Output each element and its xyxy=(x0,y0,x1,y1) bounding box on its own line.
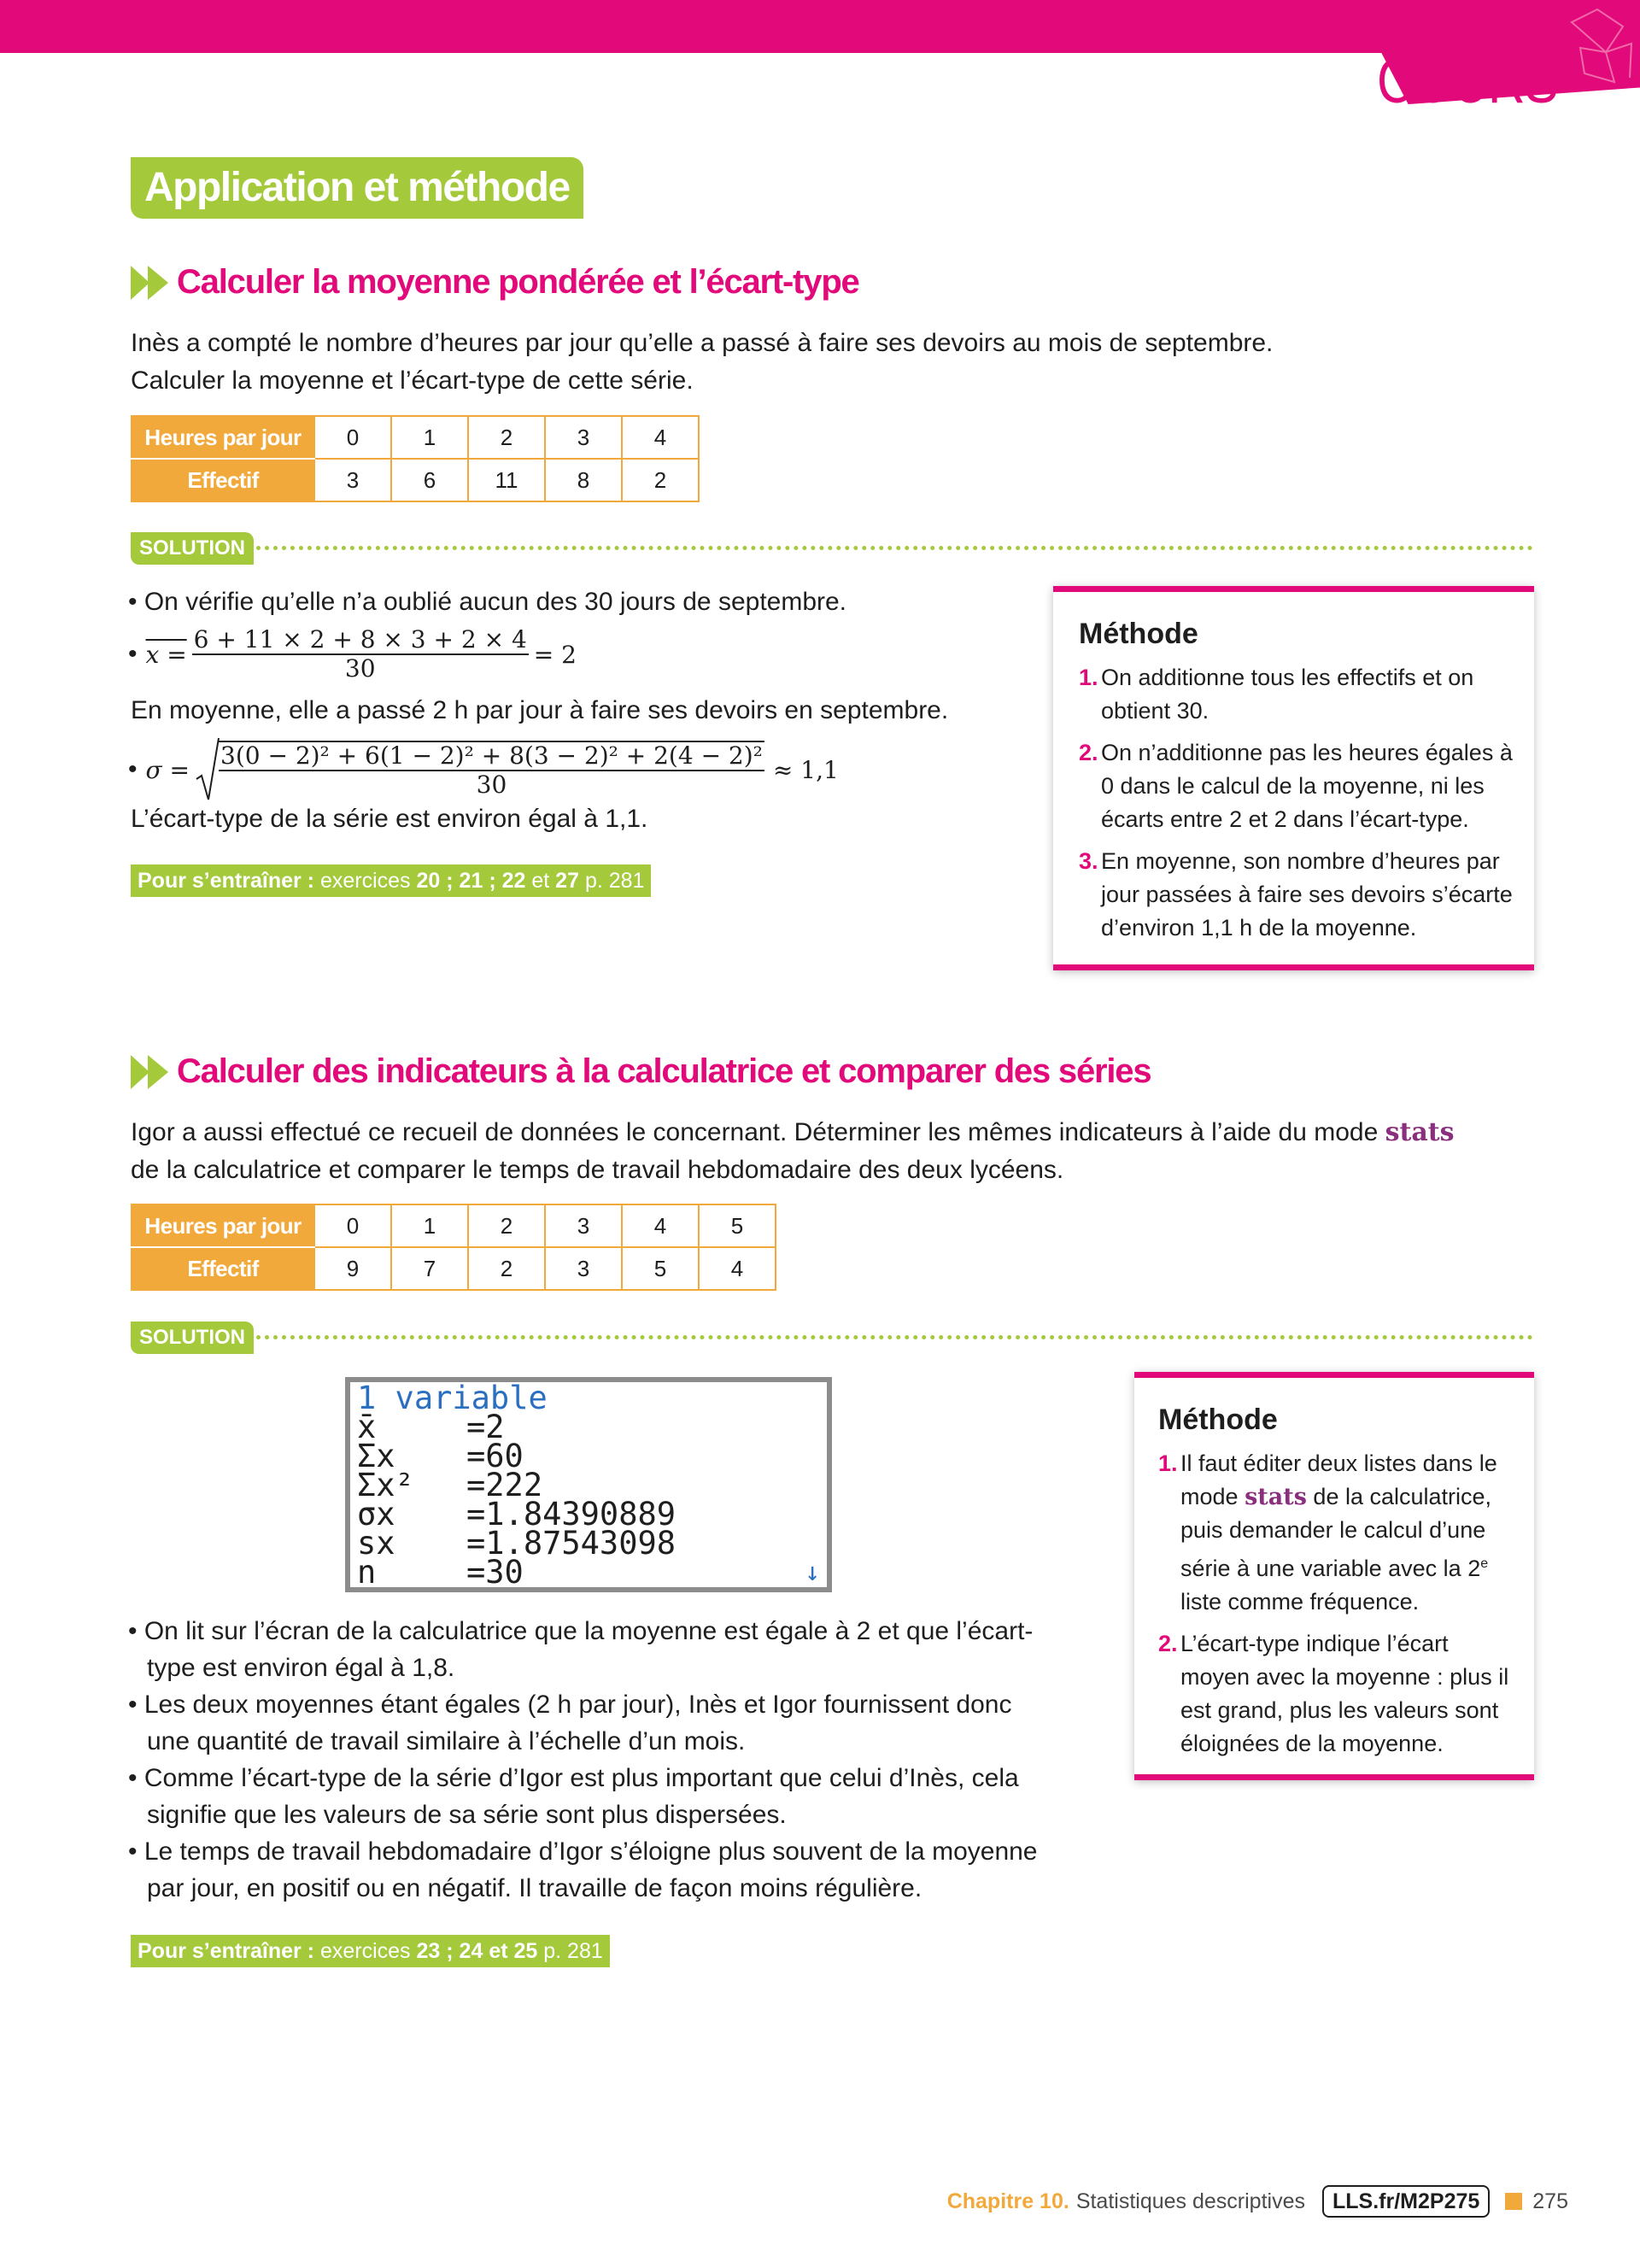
section-badge: Application et méthode xyxy=(131,157,583,219)
bullet-text: Les deux moyennes étant égales (2 h par jour), Inès et Igor fournissent donc xyxy=(144,1691,1012,1719)
bullet-text: Le temps de travail hebdomadaire d’Igor s’éloigne plus souvent de la moyenne xyxy=(144,1837,1038,1866)
section1-intro-line1: Inès a compté le nombre d’heures par jour qu’elle a passé à faire ses devoirs au mois de septembre. xyxy=(131,329,1274,357)
methode-title: Méthode xyxy=(1158,1404,1278,1436)
mean-result: = 2 xyxy=(533,640,577,669)
square-root-icon xyxy=(195,736,220,803)
list-text: de la calculatrice, puis demander le calcul d’une série à une variable avec la 2 xyxy=(1180,1484,1492,1581)
calc-label: σx xyxy=(357,1496,395,1533)
list-item xyxy=(1079,845,1514,945)
table-row xyxy=(132,1247,776,1290)
list-number: 1. xyxy=(1158,1450,1178,1476)
table-cell: 1 xyxy=(391,1204,468,1247)
bullet-item: • On vérifie qu’elle n’a oublié aucun des 30 jours de septembre. xyxy=(128,588,847,616)
exercise-link[interactable]: 20 xyxy=(416,869,441,893)
chapter-title: Statistiques descriptives xyxy=(1075,2189,1305,2213)
cours-label: COURS xyxy=(1377,45,1557,116)
bullet-dot: • xyxy=(128,640,138,668)
list-item xyxy=(1079,736,1514,836)
stats-keyword: stats xyxy=(1385,1117,1455,1147)
mean-formula xyxy=(128,626,577,683)
table-cell: 2 xyxy=(468,1204,545,1247)
bullet-item: • Le temps de travail hebdomadaire d’Igor s’éloigne plus souvent de la moyenne xyxy=(128,1837,1038,1866)
calc-title: 1 variable xyxy=(357,1380,548,1416)
section1-title xyxy=(131,263,859,302)
solution-badge: SOLUTION xyxy=(131,1322,254,1354)
section2-table xyxy=(131,1204,776,1291)
methode-list xyxy=(1079,661,1514,945)
dotted-divider xyxy=(256,1335,1533,1339)
table-cell: 4 xyxy=(622,1204,699,1247)
section2-intro xyxy=(131,1114,1549,1189)
sigma-formula xyxy=(128,736,839,803)
sigma-fraction xyxy=(219,741,764,799)
table-cell: 3 xyxy=(314,459,391,501)
table-cell: 4 xyxy=(622,416,699,459)
table-cell: 9 xyxy=(314,1247,391,1290)
mean-fraction xyxy=(192,626,529,683)
separator: ; xyxy=(446,1939,454,1963)
list-item xyxy=(1158,1447,1515,1619)
bullet-item: • Les deux moyennes étant égales (2 h par jour), Inès et Igor fournissent donc xyxy=(128,1691,1012,1719)
practice-and: et xyxy=(489,1939,508,1963)
page-footer xyxy=(947,2185,1568,2218)
dotted-divider xyxy=(256,546,1533,550)
calc-row xyxy=(357,1438,820,1474)
table-cell: 5 xyxy=(622,1247,699,1290)
calc-label: Σx xyxy=(357,1438,395,1474)
table-header-hours: Heures par jour xyxy=(132,1204,314,1247)
calc-label: n xyxy=(357,1554,377,1591)
mean-lhs: x = xyxy=(145,640,187,669)
table-cell: 4 xyxy=(699,1247,776,1290)
scroll-down-icon: ↓ xyxy=(804,1557,820,1587)
exercise-link[interactable]: 27 xyxy=(555,869,579,893)
calc-row xyxy=(357,1554,820,1591)
methode-box-2 xyxy=(1134,1372,1534,1780)
section1-intro xyxy=(131,325,1532,400)
list-text: On n’additionne pas les heures égales à 0 dans le calcul de la moyenne, ni les écarts entre 2 et 2 dans l’écart-type. xyxy=(1101,740,1513,832)
section2-intro-line1 xyxy=(131,1114,1549,1152)
superscript: e xyxy=(1480,1556,1489,1571)
exercise-link[interactable]: 22 xyxy=(501,869,526,893)
page-number: 275 xyxy=(1532,2189,1568,2213)
table-cell: 0 xyxy=(314,1204,391,1247)
practice-banner-2 xyxy=(131,1935,610,1967)
section2-title xyxy=(131,1052,1151,1091)
table-header-effectif: Effectif xyxy=(132,459,314,501)
sigma-numerator: 3(0 − 2)² + 6(1 − 2)² + 8(3 − 2)² + 2(4 − 2)² xyxy=(220,741,763,770)
calc-value: =2 xyxy=(466,1409,505,1445)
table-cell: 5 xyxy=(699,1204,776,1247)
chapter-number: Chapitre 10. xyxy=(946,2189,1069,2213)
section1-title-text: Calculer la moyenne pondérée et l’écart-type xyxy=(177,263,859,301)
list-text: On additionne tous les effectifs et on obtient 30. xyxy=(1101,665,1474,724)
bullet-continuation: une quantité de travail similaire à l’échelle d’un mois. xyxy=(147,1727,746,1755)
bullet-continuation: par jour, en positif ou en négatif. Il travaille de façon moins régulière. xyxy=(147,1874,922,1902)
bullet-text: On vérifie qu’elle n’a oublié aucun des 30 jours de septembre. xyxy=(144,588,847,616)
section1-solution xyxy=(128,583,1025,620)
calc-value: =222 xyxy=(466,1467,543,1503)
section1-table xyxy=(131,415,700,502)
table-cell: 2 xyxy=(468,1247,545,1290)
practice-label: Pour s’entraîner : xyxy=(138,1939,314,1963)
practice-word: exercices xyxy=(319,869,411,893)
square-marker-icon xyxy=(1505,2193,1522,2210)
methode-title: Méthode xyxy=(1079,618,1198,650)
exercise-link[interactable]: 21 xyxy=(459,869,483,893)
calc-label: x̄ xyxy=(357,1409,377,1445)
exercise-link[interactable]: 25 xyxy=(513,1939,538,1963)
practice-word: exercices xyxy=(319,1939,411,1963)
double-arrow-icon xyxy=(131,264,170,302)
section2-solution xyxy=(128,1613,1093,1907)
practice-label: Pour s’entraîner : xyxy=(138,869,314,893)
intro-text: Igor a aussi effectué ce recueil de données le concernant. Déterminer les mêmes indicateurs à l’aide du mode xyxy=(131,1118,1379,1146)
mean-denominator: 30 xyxy=(344,654,376,683)
list-number: 3. xyxy=(1079,848,1098,874)
double-arrow-icon xyxy=(131,1053,170,1091)
mean-numerator: 6 + 11 × 2 + 8 × 3 + 2 × 4 xyxy=(193,625,527,653)
sigma-lhs: σ = xyxy=(145,755,190,784)
table-cell: 0 xyxy=(314,416,391,459)
section1-intro-line2: Calculer la moyenne et l’écart-type de cette série. xyxy=(131,366,694,395)
mean-sentence: En moyenne, elle a passé 2 h par jour à faire ses devoirs en septembre. xyxy=(131,696,949,724)
calc-value: =30 xyxy=(466,1554,524,1591)
bullet-item: • Comme l’écart-type de la série d’Igor est plus important que celui d’Inès, cela xyxy=(128,1764,1019,1792)
table-cell: 2 xyxy=(622,459,699,501)
table-header-effectif: Effectif xyxy=(132,1247,314,1290)
sigma-denominator: 30 xyxy=(476,771,507,799)
calc-row xyxy=(357,1409,820,1445)
list-item xyxy=(1079,661,1514,728)
geometric-pattern-icon xyxy=(1563,5,1637,91)
table-row xyxy=(132,1204,776,1247)
table-cell: 7 xyxy=(391,1247,468,1290)
calc-value: =60 xyxy=(466,1438,524,1474)
bullet-text: Comme l’écart-type de la série d’Igor est plus important que celui d’Inès, cela xyxy=(144,1764,1019,1792)
list-text: Il faut éditer deux listes dans le mode xyxy=(1180,1450,1497,1509)
bullet-continuation: type est environ égal à 1,8. xyxy=(147,1654,455,1682)
table-cell: 3 xyxy=(545,1247,622,1290)
calc-label: sx xyxy=(357,1525,395,1562)
exercise-link[interactable]: 23 xyxy=(416,1939,441,1963)
list-number: 1. xyxy=(1079,665,1098,690)
methode-list xyxy=(1158,1447,1515,1761)
list-text: En moyenne, son nombre d’heures par jour passées à faire ses devoirs s’écarte d’environ 1,1 h de la moyenne. xyxy=(1101,848,1513,941)
bullet-item: • On lit sur l’écran de la calculatrice que la moyenne est égale à 2 et que l’écart- xyxy=(128,1617,1034,1645)
calculator-screen xyxy=(345,1377,832,1592)
table-cell: 1 xyxy=(391,416,468,459)
practice-banner-1 xyxy=(131,864,651,897)
table-cell: 11 xyxy=(468,459,545,501)
bullet-text: On lit sur l’écran de la calculatrice que la moyenne est égale à 2 et que l’écart- xyxy=(144,1617,1034,1645)
table-cell: 3 xyxy=(545,1204,622,1247)
bullet-dot: • xyxy=(128,755,138,783)
section2-title-text: Calculer des indicateurs à la calculatrice et comparer des séries xyxy=(177,1052,1151,1090)
lls-link[interactable]: LLS.fr/M2P275 xyxy=(1322,2185,1490,2218)
table-row xyxy=(132,416,699,459)
table-cell: 3 xyxy=(545,416,622,459)
table-cell: 8 xyxy=(545,459,622,501)
calc-row xyxy=(357,1525,820,1562)
table-header-hours: Heures par jour xyxy=(132,416,314,459)
calc-value: =1.84390889 xyxy=(466,1496,676,1533)
methode-box-1 xyxy=(1053,586,1534,970)
practice-page: p. 281 xyxy=(584,869,645,893)
stats-keyword: stats xyxy=(1245,1484,1307,1510)
list-text: liste comme fréquence. xyxy=(1180,1589,1420,1615)
separator: ; xyxy=(446,869,454,893)
table-row xyxy=(132,459,699,501)
sigma-result: ≈ 1,1 xyxy=(772,755,839,784)
bullet-continuation: signifie que les valeurs de sa série sont plus dispersées. xyxy=(147,1801,787,1829)
list-number: 2. xyxy=(1158,1631,1178,1656)
practice-page: p. 281 xyxy=(543,1939,603,1963)
table-cell: 2 xyxy=(468,416,545,459)
separator: ; xyxy=(489,869,496,893)
practice-and: et xyxy=(531,869,550,893)
calc-value: =1.87543098 xyxy=(466,1525,676,1562)
list-number: 2. xyxy=(1079,740,1098,765)
section2-intro-line2: de la calculatrice et comparer le temps de travail hebdomadaire des deux lycéens. xyxy=(131,1156,1064,1184)
calc-label: Σx² xyxy=(357,1467,414,1503)
table-cell: 6 xyxy=(391,459,468,501)
list-text: L’écart-type indique l’écart moyen avec la moyenne : plus il est grand, plus les valeurs sont éloignées de la moyenne. xyxy=(1180,1631,1509,1756)
exercise-link[interactable]: 24 xyxy=(459,1939,483,1963)
solution-badge: SOLUTION xyxy=(131,532,254,565)
sigma-sentence: L’écart-type de la série est environ égal à 1,1. xyxy=(131,805,648,833)
list-item xyxy=(1158,1627,1515,1761)
